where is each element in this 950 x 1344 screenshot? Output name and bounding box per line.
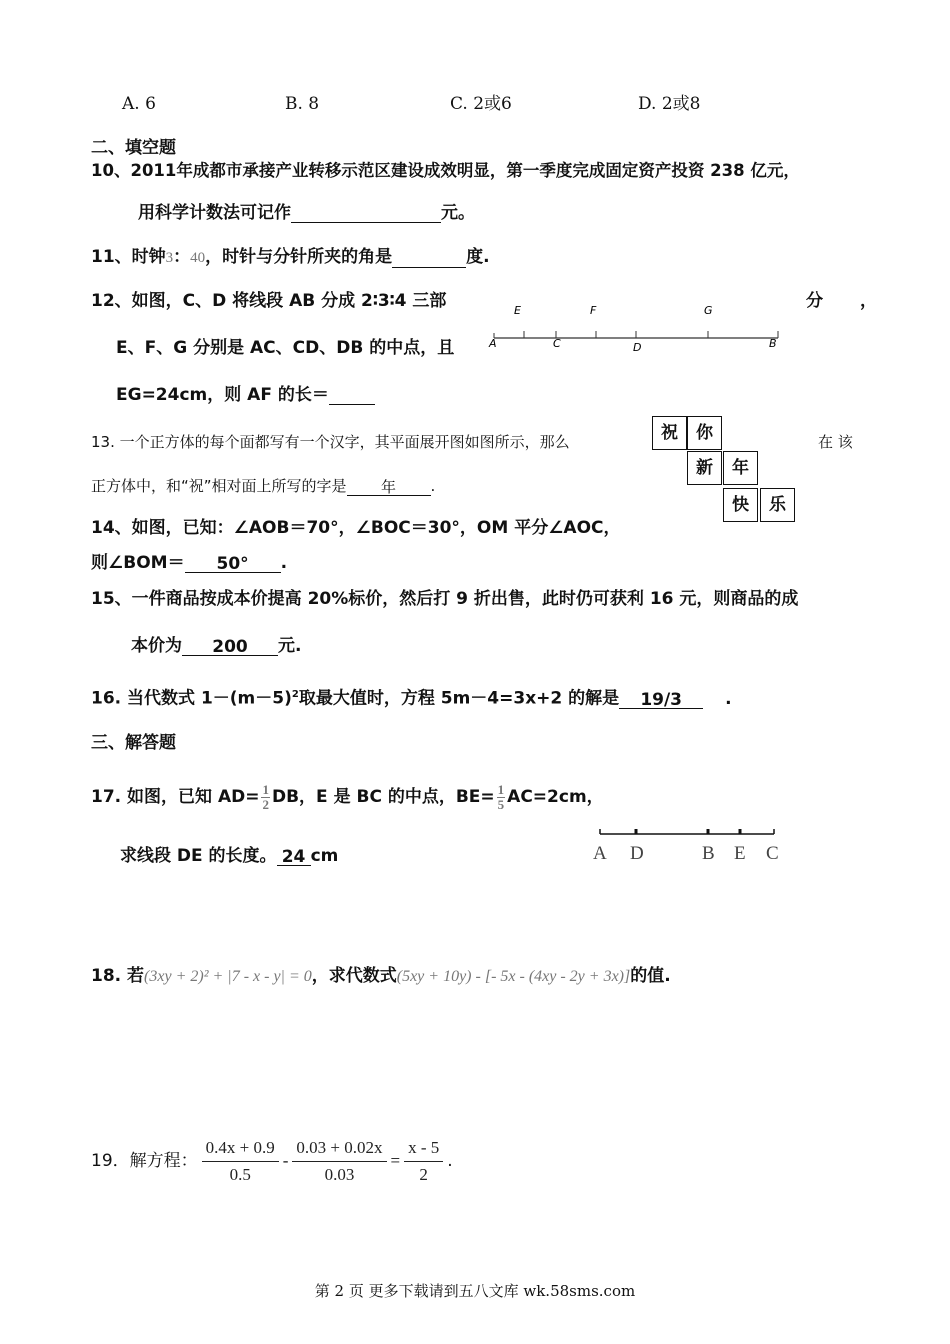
question-14-line1: 14、如图，已知：∠AOB＝70°，∠BOC＝30°，OM 平分∠AOC， xyxy=(91,518,621,538)
expression-target: (5xy + 10y) - [- 5x - (4xy - 2y + 3x)] xyxy=(396,968,631,985)
question-15-line2: 本价为 200 元. xyxy=(131,636,302,657)
label-c: C xyxy=(553,337,561,350)
label-d: D xyxy=(633,341,642,354)
question-17-line1: 17. 如图，已知 AD= $\frac{1}{2}$ DB，E 是 BC 的中点，BE= $\frac{1}{5}$ AC=2cm， xyxy=(91,781,604,812)
expression-condition: (3xy + 2)² + |7 - x - y| = 0 xyxy=(144,968,312,985)
cube-face-kuai: 快 xyxy=(723,488,758,522)
label-b: B xyxy=(702,843,715,864)
question-12-comma: ， xyxy=(860,291,877,311)
answer-blank: 19/3 xyxy=(619,690,703,709)
label-e: E xyxy=(734,843,746,864)
question-12-line3: EG=24cm，则 AF 的长＝ xyxy=(116,385,375,405)
question-19: 19．解方程： 0.4x + 0.9 0.5 - $\frac{0.03 + 0.02x}{0.03}$ = $\frac{x - 5}{2}$ . xyxy=(91,1137,453,1184)
question-14-line2: 则∠BOM＝ 50° . xyxy=(91,553,288,574)
option-c: C. 2或6 xyxy=(450,94,512,114)
question-15-line1: 15、一件商品按成本价提高 20%标价，然后打 9 折出售，此时仍可获利 16 元，则商品的成 xyxy=(91,589,799,609)
question-17-line2: 求线段 DE 的长度。 24 cm xyxy=(120,846,339,867)
label-a: A xyxy=(489,337,497,350)
cube-face-ni: 你 xyxy=(687,416,722,450)
segment-diagram-q17 xyxy=(590,826,790,870)
cube-face-zhu: 祝 xyxy=(652,416,687,450)
question-12-line1: 12、如图，C、D 将线段 AB 分成 2∶3∶4 三部 xyxy=(91,291,447,311)
answer-blank xyxy=(392,249,466,268)
option-b: B. 8 xyxy=(285,94,320,114)
fraction-3: $\frac{x - 5}{2}$ xyxy=(404,1137,443,1186)
question-13-line2: 正方体中，和“祝”相对面上所写的字是 年 . xyxy=(91,477,436,496)
question-16: 16. 当代数式 $1-(m-5)^2$取最大值时，方程 5m－4=3x+2 的解是 19/3 . xyxy=(91,688,732,710)
answer-blank: 200 xyxy=(182,637,278,656)
label-b: B xyxy=(769,337,777,350)
answer-blank: 年 xyxy=(347,477,431,496)
section-title-fill-in: 二、填空题 xyxy=(91,138,176,158)
question-12-line2: E、F、G 分别是 AC、CD、DB 的中点，且 xyxy=(116,338,455,358)
answer-blank xyxy=(329,386,375,405)
question-13-line1: 13. 一个正方体的每个面都写有一个汉字，其平面展开图如图所示，那么 xyxy=(91,433,570,451)
question-18: 18. 若(3xy + 2)² + |7 - x - y| = 0，求代数式(5xy + 10y) - [- 5x - (4xy - 2y + 3x)]的值. xyxy=(91,966,671,986)
fraction-one-fifth: $\frac{1}{5}$ xyxy=(497,781,505,812)
segment-diagram-q12 xyxy=(486,300,786,360)
answer-blank: 24 xyxy=(277,847,311,866)
label-g: G xyxy=(704,304,713,317)
cube-face-xin: 新 xyxy=(687,451,722,485)
label-d: D xyxy=(630,843,644,864)
fraction-one-half: $\frac{1}{2}$ xyxy=(262,781,269,812)
question-10-line2: 用科学计数法可记作 元。 xyxy=(138,203,475,223)
label-a: A xyxy=(593,843,607,864)
fraction-1: 0.4x + 0.9 0.5 xyxy=(202,1137,279,1186)
cube-face-le: 乐 xyxy=(760,488,795,522)
section-title-answers: 三、解答题 xyxy=(91,733,176,753)
answer-blank xyxy=(291,204,441,223)
question-13-line1-end: 在 该 xyxy=(818,433,853,451)
page-footer: 第 2 页 更多下载请到五八文库 wk.58sms.com xyxy=(314,1282,636,1300)
cube-face-nian: 年 xyxy=(723,451,758,485)
label-f: F xyxy=(590,304,597,317)
option-a: A. 6 xyxy=(122,94,156,114)
question-11: 11、时钟3：40，时针与分针所夹的角是 度. xyxy=(91,247,490,267)
answer-blank: 50° xyxy=(185,554,281,573)
option-d: D. 2或8 xyxy=(638,94,701,114)
label-c: C xyxy=(766,843,779,864)
label-e: E xyxy=(514,304,521,317)
question-10-line1: 10、2011年成都市承接产业转移示范区建设成效明显，第一季度完成固定资产投资 238 亿元， xyxy=(91,161,800,180)
fraction-2: $\frac{0.03 + 0.02x}{0.03}$ xyxy=(292,1137,386,1186)
question-12-fen: 分 xyxy=(806,291,823,311)
